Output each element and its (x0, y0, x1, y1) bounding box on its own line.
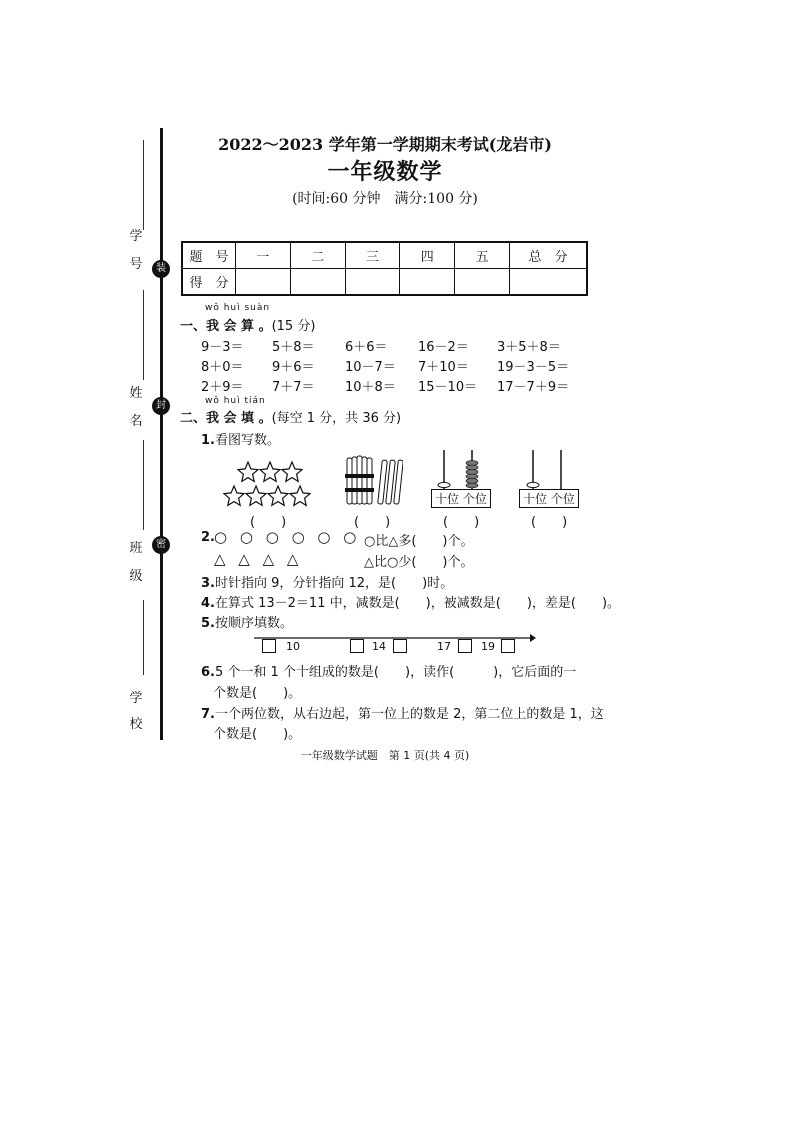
number-line-value: 19 (481, 640, 495, 653)
section2-note: (每空 1 分，共 36 分) (271, 411, 402, 426)
circles-row: ○ ○ ○ ○ ○ ○ (214, 528, 361, 546)
star-icon (246, 486, 266, 505)
score-table (181, 241, 588, 296)
xuehao-blank-line (143, 140, 144, 230)
number-line-blank[interactable] (350, 639, 364, 653)
number-line-blank[interactable] (262, 639, 276, 653)
score-input-cell[interactable] (400, 269, 455, 296)
question-1: 1.看图写数。 (201, 433, 280, 448)
calc-item[interactable]: 3＋5＋8＝ (497, 340, 561, 355)
exam-info: (时间:60 分钟 满分:100 分) (292, 191, 478, 207)
banji-label: 班 级 (129, 541, 143, 584)
xuexiao-label: 学 校 (129, 691, 143, 732)
score-cell: 一 (236, 242, 291, 269)
xingming-label: 姓 名 (129, 386, 143, 429)
section1-note: (15 分) (271, 319, 316, 334)
stars-picture (222, 458, 320, 510)
banji-blank-line (143, 440, 144, 530)
answer-paren[interactable]: ( ) (443, 515, 480, 530)
score-cell: 三 (345, 242, 400, 269)
answer-paren[interactable]: ( ) (354, 515, 391, 530)
calc-item[interactable]: 9－3＝ (201, 340, 244, 355)
question-2: 2. (201, 530, 215, 545)
calc-item[interactable]: 10－7＝ (345, 360, 396, 375)
score-cell: 得 分 (182, 269, 236, 296)
page-footer: 一年级数学试题 第 1 页(共 4 页) (300, 749, 470, 762)
question-3[interactable]: 3.时针指向 9，分针指向 12，是( )时。 (201, 576, 454, 591)
score-table-score-row (182, 269, 587, 296)
calc-item[interactable]: 7＋7＝ (272, 380, 315, 395)
xuexiao-blank-line (143, 600, 144, 675)
question-6-cont[interactable]: 个数是( )。 (213, 686, 302, 701)
calc-item[interactable]: 5＋8＝ (272, 340, 315, 355)
seal-mi: 密 (152, 536, 170, 554)
abacus-place-label: 十位 个位 (519, 489, 579, 508)
question-5: 5.按顺序填数。 (201, 616, 293, 631)
calc-item[interactable]: 15－10＝ (418, 380, 478, 395)
calc-item[interactable]: 9＋6＝ (272, 360, 315, 375)
section2-title: 二、我 会 填 。 (180, 411, 272, 426)
score-cell: 四 (400, 242, 455, 269)
question-7-cont[interactable]: 个数是( )。 (213, 727, 302, 742)
calc-item[interactable]: 19－3－5＝ (497, 360, 570, 375)
question-2a[interactable]: ○比△多( )个。 (364, 534, 474, 549)
calc-item[interactable]: 17－7＋9＝ (497, 380, 570, 395)
calc-item[interactable]: 16－2＝ (418, 340, 469, 355)
number-line-value: 17 (437, 640, 451, 653)
score-cell: 五 (455, 242, 510, 269)
section1-pinyin: wǒ huì suàn (205, 303, 271, 313)
star-icon (224, 486, 244, 505)
score-input-cell[interactable] (236, 269, 291, 296)
score-input-cell[interactable] (345, 269, 400, 296)
seal-feng: 封 (152, 397, 170, 415)
score-input-cell[interactable] (510, 269, 588, 296)
abacus-place-label: 十位 个位 (431, 489, 491, 508)
calc-item[interactable]: 7＋10＝ (418, 360, 469, 375)
sticks-bundle-picture (343, 454, 403, 510)
calc-item[interactable]: 2＋9＝ (201, 380, 244, 395)
number-line-blank[interactable] (501, 639, 515, 653)
number-line-value: 10 (286, 640, 300, 653)
seal-zhuang: 装 (152, 260, 170, 278)
score-input-cell[interactable] (455, 269, 510, 296)
question-6[interactable]: 6.5 个一和 1 个十组成的数是( )，读作( )，它后面的一 (201, 665, 577, 680)
question-7[interactable]: 7.一个两位数，从右边起，第一位上的数是 2，第二位上的数是 1，这 (201, 707, 604, 722)
section2-pinyin: wǒ huì tián (205, 396, 266, 406)
xuehao-label: 学 号 (129, 229, 143, 272)
star-icon (290, 486, 310, 505)
star-icon (268, 486, 288, 505)
answer-paren[interactable]: ( ) (531, 515, 568, 530)
triangles-row: △ △ △ △ (214, 550, 303, 568)
section1-heading (180, 315, 315, 334)
number-line-blank[interactable] (458, 639, 472, 653)
section1-title: 一、我 会 算 。 (180, 319, 272, 334)
star-icon (238, 462, 258, 481)
xingming-blank-line (143, 290, 144, 380)
question-2b[interactable]: △比○少( )个。 (364, 555, 474, 570)
calc-item[interactable]: 8＋0＝ (201, 360, 244, 375)
exam-title: 2022～2023 学年第一学期期末考试(龙岩市) (218, 135, 552, 154)
number-line-blank[interactable] (393, 639, 407, 653)
star-icon (282, 462, 302, 481)
abacus-picture-1 (430, 448, 490, 490)
score-cell: 题 号 (182, 242, 236, 269)
calc-item[interactable]: 6＋6＝ (345, 340, 388, 355)
score-table-header-row (182, 242, 587, 269)
calc-item[interactable]: 10＋8＝ (345, 380, 396, 395)
subject-title: 一年级数学 (327, 159, 443, 185)
score-input-cell[interactable] (290, 269, 345, 296)
abacus-picture-2 (519, 448, 579, 490)
score-cell: 二 (290, 242, 345, 269)
section2-heading (180, 407, 401, 426)
star-icon (260, 462, 280, 481)
question-4[interactable]: 4.在算式 13－2＝11 中，减数是( )，被减数是( )，差是( )。 (201, 596, 621, 611)
answer-paren[interactable]: ( ) (250, 515, 287, 530)
number-line-value: 14 (372, 640, 386, 653)
score-cell: 总 分 (510, 242, 588, 269)
binding-line (160, 128, 163, 740)
